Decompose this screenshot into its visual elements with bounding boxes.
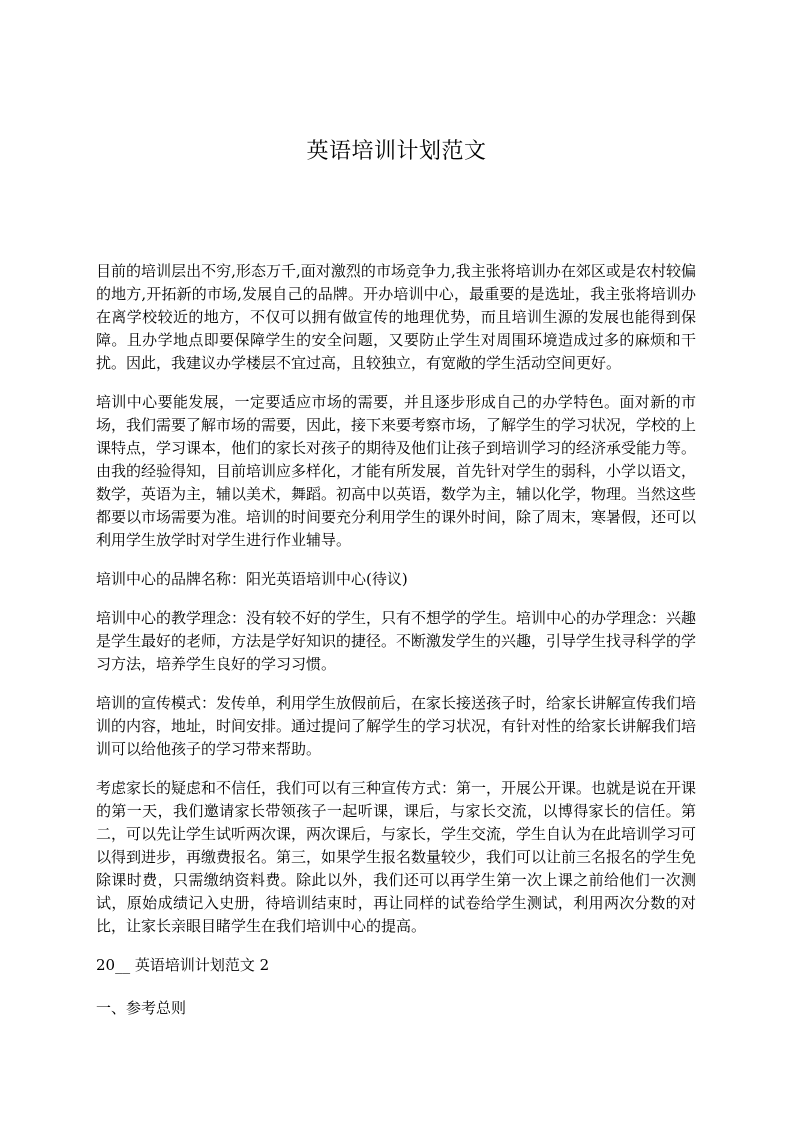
document-title: 英语培训计划范文 <box>306 139 487 164</box>
paragraph-location: 目前的培训层出不穷,形态万千,面对激烈的市场竞争力,我主张将培训办在郊区或是农村较偏的地方,开拓新的市场,发展自己的品牌。开办培训中心，最重要的是选址，我主张将培训办在离学校较近的地方，不仅可以拥有做宣传的地理优势，而且培训生源的发展也能得到保障。且办学地点即要保障学生的安全问题，又要防止学生对周围环境造成过多的麻烦和干扰。因此，我建议办学楼层不宜过高，且较独立，有宽敞的学生活动空间更好。 <box>96 262 696 372</box>
document-body <box>96 260 696 1040</box>
paragraph-teaching-philosophy: 培训中心的教学理念：没有较不好的学生，只有不想学的学生。培训中心的办学理念：兴趣是学生最好的老师，方法是学好知识的捷径。不断激发学生的兴趣，引导学生找寻科学的学习方法，培养学生良好的学习习惯。 <box>96 609 697 673</box>
paragraph-brand-name: 培训中心的品牌名称：阳光英语培训中心(待议) <box>96 570 408 588</box>
paragraph-promotion-mode: 培训的宣传模式：发传单，利用学生放假前后，在家长接送孩子时，给家长讲解宣传我们培训的内容，地址，时间安排。通过提问了解学生的学习状况，有针对性的给家长讲解我们培训可以给他孩子的学习带来帮助。 <box>96 694 697 758</box>
document-subtitle: 20__ 英语培训计划范文 2 <box>96 956 270 974</box>
section-heading: 一、参考总则 <box>96 999 187 1017</box>
paragraph-market: 培训中心要能发展，一定要适应市场的需要，并且逐步形成自己的办学特色。面对新的市场，我们需要了解市场的需要，因此，接下来要考察市场，了解学生的学习状况，学校的上课特点，学习课本，他们的家长对孩子的期待及他们让孩子到培训学习的经济承受能力等。由我的经验得知，目前培训应多样化，才能有所发展，首先针对学生的弱科，小学以语文，数学，英语为主，辅以美术，舞蹈。初高中以英语，数学为主，辅以化学，物理。当然这些都要以市场需要为准。培训的时间要充分利用学生的课外时间，除了周末，寒暑假，还可以利用学生放学时对学生进行作业辅导。 <box>96 393 697 549</box>
paragraph-parent-trust: 考虑家长的疑虑和不信任，我们可以有三种宣传方式：第一，开展公开课。也就是说在开课的第一天，我们邀请家长带领孩子一起听课，课后，与家长交流，以博得家长的信任。第二，可以先让学生试听两次课，两次课后，与家长，学生交流，学生自认为在此培训学习可以得到进步，再缴费报名。第三，如果学生报名数量较少，我们可以让前三名报名的学生免除课时费，只需缴纳资料费。除此以外，我们还可以再学生第一次上课之前给他们一次测试，原始成绩记入史册，待培训结束时，再让同样的试卷给学生测试，利用两次分数的对比，让家长亲眼目睹学生在我们培训中心的提高。 <box>96 779 697 935</box>
